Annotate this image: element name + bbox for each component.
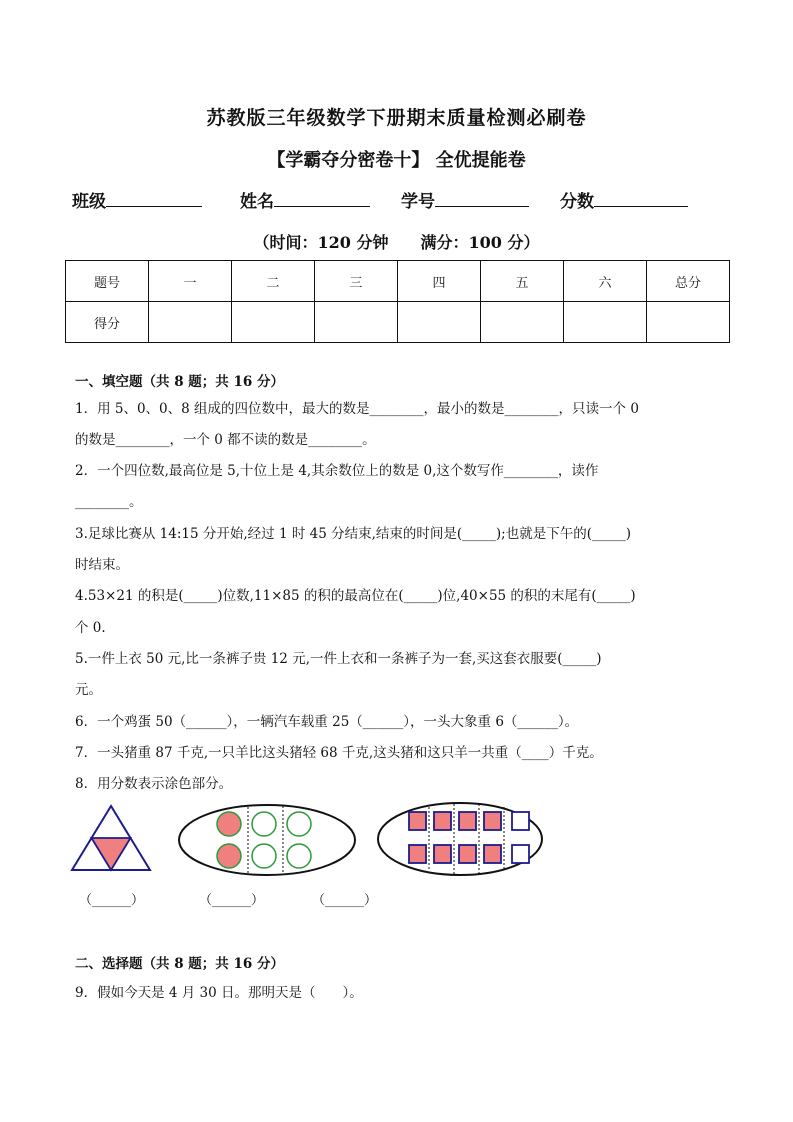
table-header-cell: 一 — [149, 261, 232, 302]
question-line: 元。 — [75, 682, 102, 698]
table-header-cell: 总分 — [647, 261, 730, 302]
name-label: 姓名 — [240, 192, 274, 212]
score-cell[interactable] — [398, 302, 481, 343]
table-header-cell: 四 — [398, 261, 481, 302]
section-1-title: 一、填空题（共 8 题；共 16 分） — [75, 374, 284, 390]
page-title: 苏教版三年级数学下册期末质量检测必刷卷 — [206, 107, 587, 129]
score-cell[interactable] — [564, 302, 647, 343]
circle-empty — [252, 844, 276, 868]
answer-blank[interactable]: （______） — [79, 893, 145, 908]
question-line: 9．假如今天是 4 月 30 日。那明天是（ ）。 — [75, 985, 363, 1001]
student-id-blank — [435, 206, 529, 207]
time-info: （时间：120 分钟 满分：100 分） — [253, 233, 540, 252]
score-label: 分数 — [560, 192, 594, 212]
square-shaded — [409, 845, 426, 863]
circle-empty — [287, 812, 311, 836]
section-2-title: 二、选择题（共 8 题；共 16 分） — [75, 956, 284, 972]
score-cell[interactable] — [232, 302, 315, 343]
square-shaded — [484, 845, 501, 863]
square-shaded — [434, 845, 451, 863]
square-shaded — [484, 812, 501, 830]
circles-ellipse-figure — [177, 803, 357, 877]
table-row-label: 得分 — [66, 302, 149, 343]
answer-blank[interactable]: （______） — [199, 893, 265, 908]
question-line: 个 0. — [75, 620, 106, 636]
class-field — [72, 187, 202, 212]
score-cell[interactable] — [481, 302, 564, 343]
circle-empty — [287, 844, 311, 868]
name-field — [240, 187, 370, 212]
question-line: 5.一件上衣 50 元,比一条裤子贵 12 元,一件上衣和一条裤子为一套,买这套衣服要(_____) — [75, 651, 602, 667]
student-id-field — [401, 187, 529, 212]
table-header-cell: 六 — [564, 261, 647, 302]
question-line: 3.足球比赛从 14:15 分开始,经过 1 时 45 分结束,结束的时间是(_____);也就是下午的(_____) — [75, 526, 631, 542]
answer-blank[interactable]: （______） — [312, 893, 378, 908]
name-blank — [274, 206, 370, 207]
circle-empty — [252, 812, 276, 836]
class-blank — [106, 206, 202, 207]
table-header-cell: 三 — [315, 261, 398, 302]
table-header-cell: 题号 — [66, 261, 149, 302]
triangle-figure — [70, 803, 154, 873]
score-cell[interactable] — [149, 302, 232, 343]
score-field — [560, 187, 688, 212]
question-line: 6．一个鸡蛋 50（______），一辆汽车载重 25（______），一头大象重 6（______）。 — [75, 714, 579, 730]
class-label: 班级 — [72, 192, 106, 212]
circle-shaded — [217, 812, 241, 836]
score-cell[interactable] — [315, 302, 398, 343]
page-subtitle: 【学霸夺分密卷十】 全优提能卷 — [267, 150, 526, 171]
squares-ellipse-figure — [376, 801, 546, 877]
table-header-cell: 二 — [232, 261, 315, 302]
score-table-score-row — [66, 302, 730, 343]
square-shaded — [409, 812, 426, 830]
square-shaded — [459, 845, 476, 863]
question-line: 8．用分数表示涂色部分。 — [75, 776, 233, 792]
score-cell[interactable] — [647, 302, 730, 343]
square-empty — [512, 845, 529, 863]
question-line: ________。 — [75, 494, 143, 510]
square-shaded — [459, 812, 476, 830]
table-header-cell: 五 — [481, 261, 564, 302]
question-line: 1．用 5、0、0、8 组成的四位数中，最大的数是________，最小的数是________，只读一个 0 — [75, 401, 639, 417]
question-line: 的数是________，一个 0 都不读的数是________。 — [75, 432, 376, 448]
score-table — [65, 260, 730, 343]
question-line: 时结束。 — [75, 557, 129, 573]
student-id-label: 学号 — [401, 192, 435, 212]
question-line: 7．一头猪重 87 千克,一只羊比这头猪轻 68 千克,这头猪和这只羊一共重（____）千克。 — [75, 745, 603, 761]
square-empty — [512, 812, 529, 830]
score-blank — [594, 206, 688, 207]
circle-shaded — [217, 844, 241, 868]
question-line: 2．一个四位数,最高位是 5,十位上是 4,其余数位上的数是 0,这个数写作________，读作 — [75, 463, 599, 479]
question-line: 4.53×21 的积是(_____)位数,11×85 的积的最高位在(_____)位,40×55 的积的末尾有(_____) — [75, 588, 636, 604]
score-table-header-row — [66, 261, 730, 302]
square-shaded — [434, 812, 451, 830]
